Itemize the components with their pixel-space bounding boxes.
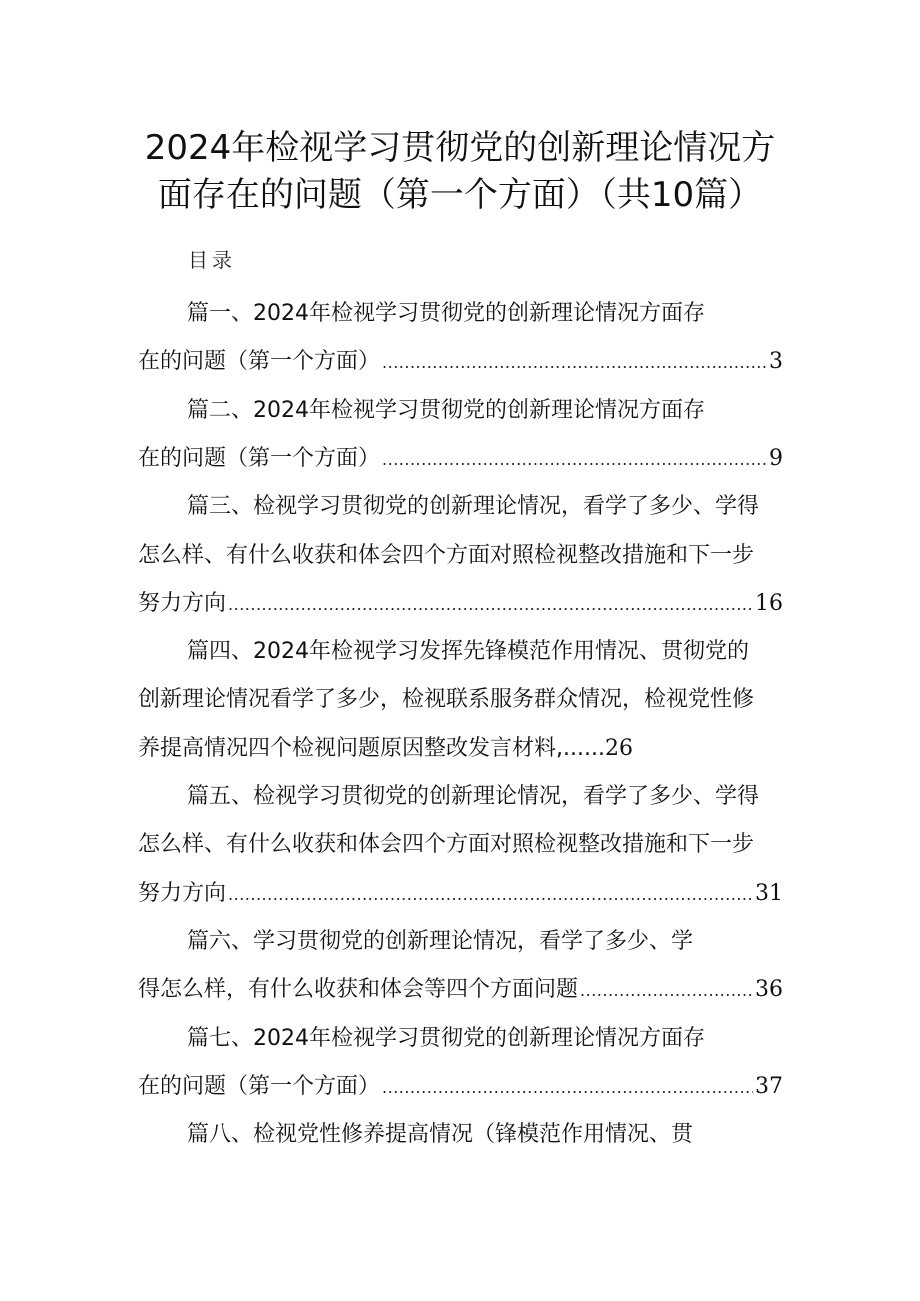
toc-page-number: 9 [769,445,783,471]
toc-entry-last-line[interactable] [138,876,783,912]
toc-entry-line: 篇八、检视党性修养提高情况（锋模范作用情况、贯 [187,1122,694,1148]
toc-dot-leader [382,345,767,381]
toc-entry-last-line[interactable] [138,1069,783,1105]
toc-dot-leader [382,1070,753,1106]
toc-entry-line: 篇六、学习贯彻党的创新理论情况，看学了多少、学 [187,928,694,954]
toc-entry-last-line[interactable] [138,972,783,1008]
toc-entry-last-line[interactable] [138,731,633,767]
toc-page-number: 3 [769,349,783,375]
toc-entry-line: 篇四、2024年检视学习发挥先锋模范作用情况、贯彻党的 [187,639,749,665]
toc-dot-leader [228,587,753,623]
toc-entry-text: 在的问题（第一个方面） [138,445,381,471]
toc-entry-text: 得怎么样，有什么收获和体会等四个方面问题 [138,977,579,1003]
toc-dot-leader [580,973,753,1009]
toc-page-number: 31 [755,880,783,906]
document-title-line-2: 面存在的问题（第一个方面）（共10篇） [157,175,763,215]
toc-entry-last-line[interactable] [138,441,783,477]
toc-page-number: 16 [755,590,783,616]
toc-heading: 目录 [188,248,236,272]
toc-entry-line: 篇七、2024年检视学习贯彻党的创新理论情况方面存 [187,1025,705,1051]
toc-page-number: 26 [604,735,633,761]
toc-entry-text: 养提高情况四个检视问题原因整改发言材料,...... [138,735,605,761]
toc-entry-last-line[interactable] [138,586,783,622]
toc-entry-line: 篇五、检视学习贯彻党的创新理论情况，看学了多少、学得 [187,784,760,809]
toc-entry-last-line[interactable] [138,344,783,380]
toc-entry-text: 在的问题（第一个方面） [138,349,381,375]
toc-entry-line: 创新理论情况看学了多少，检视联系服务群众情况，检视党性修 [138,687,755,713]
toc-page-number: 36 [755,977,783,1003]
toc-entry-text: 在的问题（第一个方面） [138,1073,381,1099]
toc-entry-line: 篇二、2024年检视学习贯彻党的创新理论情况方面存 [187,397,705,423]
document-title-line-1: 2024年检视学习贯彻党的创新理论情况方 [144,128,776,168]
toc-entry-line: 怎么样、有什么收获和体会四个方面对照检视整改措施和下一步 [138,832,755,858]
toc-entry-text: 努力方向 [138,590,227,616]
toc-entry-text: 努力方向 [138,880,227,906]
toc-entry-line: 篇三、检视学习贯彻党的创新理论情况，看学了多少、学得 [187,494,760,520]
toc-page-number: 37 [755,1073,783,1099]
toc-dot-leader [228,877,753,913]
toc-entry-line: 怎么样、有什么收获和体会四个方面对照检视整改措施和下一步 [138,542,755,568]
toc-dot-leader [382,442,767,478]
toc-entry-line: 篇一、2024年检视学习贯彻党的创新理论情况方面存 [187,301,705,326]
